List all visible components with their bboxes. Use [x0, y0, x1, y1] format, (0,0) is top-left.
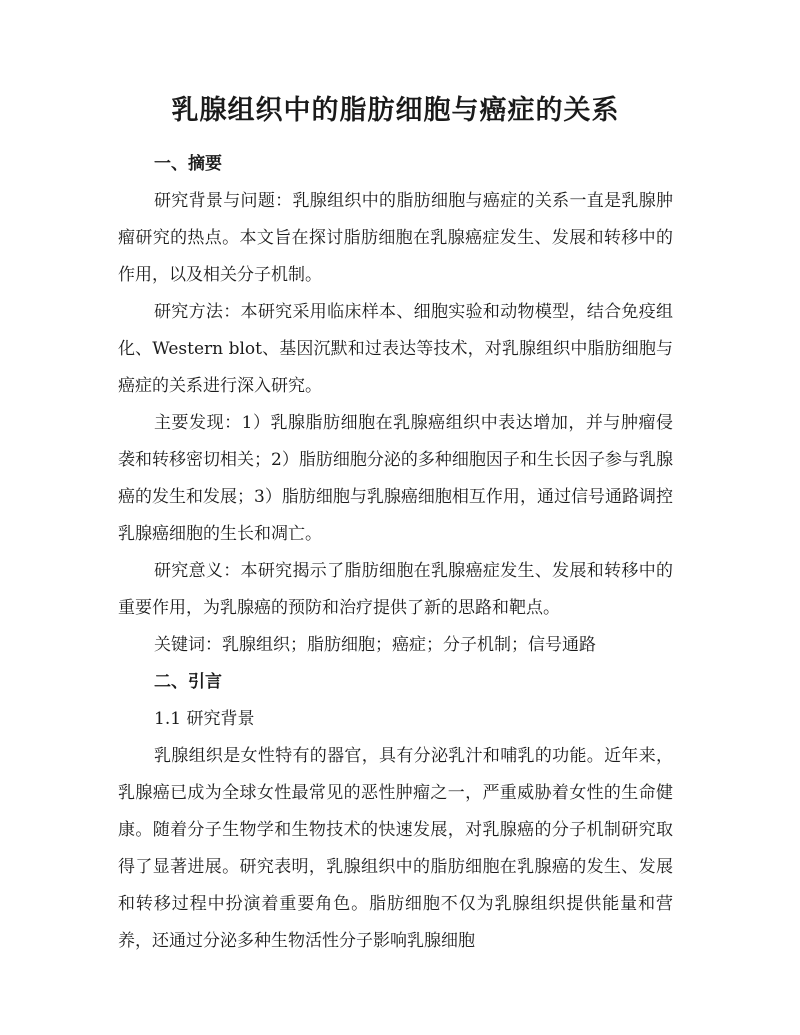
abstract-section	[118, 146, 673, 664]
document-title: 乳腺组织中的脂肪细胞与癌症的关系	[171, 95, 620, 126]
document-page	[118, 88, 673, 960]
abstract-background-paragraph: 研究背景与问题：乳腺组织中的脂肪细胞与癌症的关系一直是乳腺肿瘤研究的热点。本文旨在探讨脂肪细胞在乳腺癌症发生、发展和转移中的作用，以及相关分子机制。	[118, 191, 673, 285]
abstract-findings-paragraph: 主要发现：1）乳腺脂肪细胞在乳腺癌组织中表达增加，并与肿瘤侵袭和转移密切相关；2）脂肪细胞分泌的多种细胞因子和生长因子参与乳腺癌的发生和发展；3）脂肪细胞与乳腺癌细胞相互作用，通过信号通路调控乳腺癌细胞的生长和凋亡。	[118, 413, 673, 544]
introduction-section	[118, 664, 673, 960]
abstract-methods-paragraph: 研究方法：本研究采用临床样本、细胞实验和动物模型，结合免疫组化、Western blot、基因沉默和过表达等技术，对乳腺组织中脂肪细胞与癌症的关系进行深入研究。	[118, 302, 673, 396]
research-background-subheading: 1.1 研究背景	[154, 709, 255, 729]
introduction-heading: 二、引言	[154, 672, 222, 692]
introduction-paragraph: 乳腺组织是女性特有的器官，具有分泌乳汁和哺乳的功能。近年来，乳腺癌已成为全球女性最常见的恶性肿瘤之一，严重威胁着女性的生命健康。随着分子生物学和生物技术的快速发展，对乳腺癌的分子机制研究取得了显著进展。研究表明，乳腺组织中的脂肪细胞在乳腺癌的发生、发展和转移过程中扮演着重要角色。脂肪细胞不仅为乳腺组织提供能量和营养，还通过分泌多种生物活性分子影响乳腺细胞	[118, 746, 673, 951]
abstract-significance-paragraph: 研究意义：本研究揭示了脂肪细胞在乳腺癌症发生、发展和转移中的重要作用，为乳腺癌的预防和治疗提供了新的思路和靶点。	[118, 561, 673, 618]
abstract-heading: 一、摘要	[154, 154, 222, 174]
abstract-keywords: 关键词：乳腺组织；脂肪细胞；癌症；分子机制；信号通路	[154, 635, 596, 655]
